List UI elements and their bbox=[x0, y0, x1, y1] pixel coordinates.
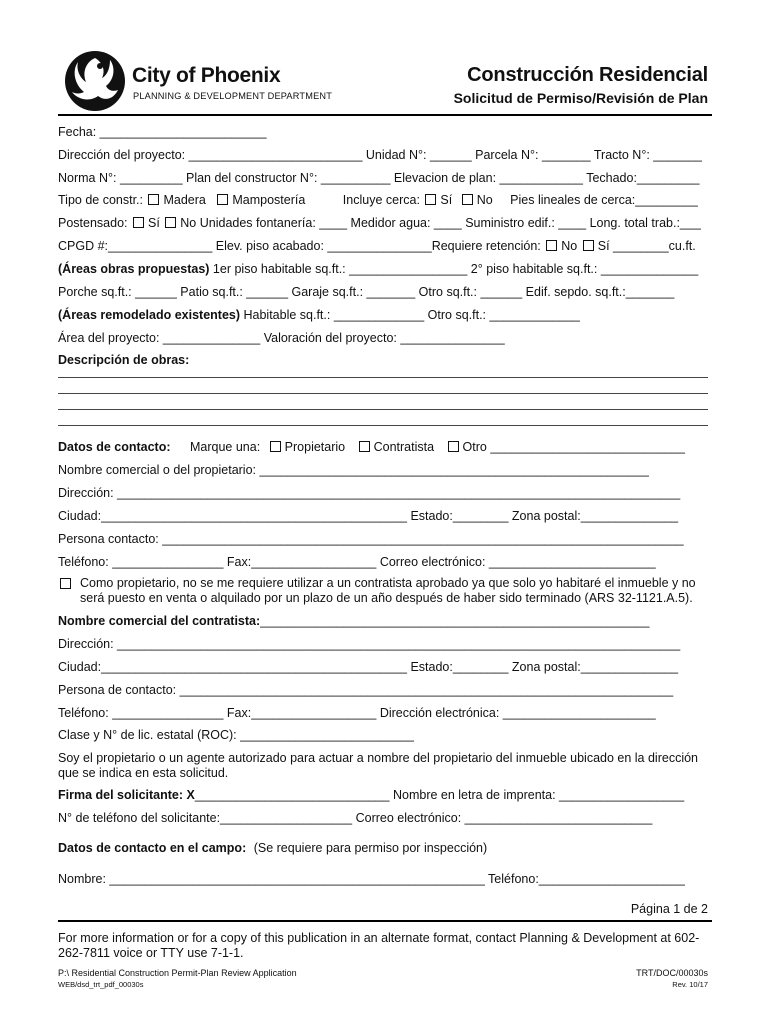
signature-label: Firma del solicitante: X bbox=[58, 788, 195, 802]
post-tension-yes-checkbox[interactable] bbox=[133, 217, 144, 228]
contact-address-field[interactable]: Dirección: _________________________________________________________________________________ bbox=[58, 486, 681, 500]
wood-label: Madera bbox=[163, 193, 206, 207]
field-contact-label: Datos de contacto en el campo: bbox=[58, 841, 247, 855]
remodel-areas-label: (Áreas remodelado existentes) bbox=[58, 308, 241, 322]
fence-length-field[interactable]: Pies lineales de cerca:_________ bbox=[510, 193, 698, 207]
contractor-city-state-zip-row[interactable]: Ciudad:____________________________________________ Estado:________ Zona postal:______________ bbox=[58, 660, 679, 674]
fence-no-checkbox[interactable] bbox=[462, 194, 473, 205]
plumbing-water-row[interactable]: No Unidades fontanería: ____ Medidor agua: ____ Suministro edif.: ____ Long. total trab.:___ bbox=[180, 216, 701, 230]
porch-patio-row[interactable]: Porche sq.ft.: ______ Patio sq.ft.: ______ Garaje sq.ft.: _______ Otro sq.ft.: ______ Edif. sepdo. sq.ft.:_______ bbox=[58, 285, 675, 299]
construction-type-row bbox=[58, 193, 708, 207]
owner-business-name-field[interactable]: Nombre comercial o del propietario: ________________________________________________________ bbox=[58, 463, 649, 477]
fence-yes-checkbox[interactable] bbox=[425, 194, 436, 205]
footer-divider bbox=[58, 920, 712, 922]
applicant-phone-email-row[interactable]: N° de teléfono del solicitante:___________________ Correo electrónico: ___________________________ bbox=[58, 811, 653, 825]
post-tension-label: Postensado: bbox=[58, 216, 128, 230]
field-contact-heading-row bbox=[58, 841, 708, 855]
contact-city-state-zip-row[interactable]: Ciudad:____________________________________________ Estado:________ Zona postal:______________ bbox=[58, 509, 679, 523]
cpgd-row bbox=[58, 239, 708, 253]
post-tension-row bbox=[58, 216, 708, 230]
owner-builder-statement bbox=[58, 576, 708, 606]
post-tension-no-checkbox[interactable] bbox=[165, 217, 176, 228]
construction-type-label: Tipo de constr.: bbox=[58, 193, 143, 207]
owner-label: Propietario bbox=[284, 440, 346, 454]
retention-no-checkbox[interactable] bbox=[546, 240, 557, 251]
contractor-business-label: Nombre comercial del contratista: bbox=[58, 614, 261, 628]
remodel-area-fields[interactable]: Habitable sq.ft.: _____________ Otro sq.ft.: _____________ bbox=[243, 308, 580, 322]
other-checkbox[interactable] bbox=[448, 441, 459, 452]
footer-doc-code: TRT/DOC/00030s bbox=[636, 968, 708, 978]
contact-data-label: Datos de contacto: bbox=[58, 440, 171, 454]
footer-web-id: WEB/dsd_trt_pdf_00030s bbox=[58, 980, 144, 989]
fence-yes-label: Sí bbox=[440, 193, 453, 207]
norm-plan-row[interactable]: Norma N°: _________ Plan del constructor N°: __________ Elevacion de plan: ____________ Techado:_________ bbox=[58, 171, 700, 185]
floor-area-fields[interactable]: 1er piso habitable sq.ft.: _________________ 2° piso habitable sq.ft.: ______________ bbox=[212, 262, 699, 276]
signature-row bbox=[58, 788, 708, 802]
other-field[interactable]: Otro ____________________________ bbox=[462, 440, 685, 454]
date-field[interactable]: Fecha: ________________________ bbox=[58, 125, 267, 139]
owner-builder-checkbox[interactable] bbox=[60, 578, 71, 589]
footer-info: For more information or for a copy of this publication in an alternate format, contact Planning & Development at 602-262-7811 voice or TTY use 7-1-1. bbox=[58, 931, 700, 960]
masonry-checkbox[interactable] bbox=[217, 194, 228, 205]
contractor-checkbox[interactable] bbox=[359, 441, 370, 452]
retention-no-label: No bbox=[561, 239, 578, 253]
signature-printed-name-fields[interactable]: ____________________________ Nombre en letra de imprenta: __________________ bbox=[194, 788, 685, 802]
contact-phone-fax-email-row[interactable]: Teléfono: ________________ Fax:__________________ Correo electrónico: ________________________ bbox=[58, 555, 656, 569]
contractor-contact-person-field[interactable]: Persona de contacto: _______________________________________________________________________ bbox=[58, 683, 674, 697]
license-roc-field[interactable]: Clase y N° de lic. estatal (ROC): _________________________ bbox=[58, 728, 414, 742]
authorization-statement: Soy el propietario o un agente autorizado para actuar a nombre del propietario del inmueble ubicado en la dirección que se indica en esta solicitud. bbox=[58, 751, 698, 780]
contractor-business-field[interactable]: ________________________________________________________ bbox=[260, 614, 650, 628]
project-address-row[interactable]: Dirección del proyecto: _________________________ Unidad N°: ______ Parcela N°: _______ Tracto N°: _______ bbox=[58, 148, 702, 162]
contact-person-field[interactable]: Persona contacto: ___________________________________________________________________________ bbox=[58, 532, 684, 546]
contractor-phone-fax-email-row[interactable]: Teléfono: ________________ Fax:__________________ Dirección electrónica: ______________________ bbox=[58, 706, 656, 720]
header-divider bbox=[58, 114, 712, 116]
field-contact-note: (Se requiere para permiso por inspección) bbox=[253, 841, 488, 855]
footer-file-path: P:\ Residential Construction Permit-Plan Review Application bbox=[58, 968, 297, 978]
fence-no-label: No bbox=[476, 193, 493, 207]
retention-yes-checkbox[interactable] bbox=[583, 240, 594, 251]
post-tension-yes-label: Sí bbox=[147, 216, 160, 230]
retention-volume-field[interactable]: Sí ________cu.ft. bbox=[597, 239, 696, 253]
phoenix-bird-logo bbox=[62, 48, 128, 114]
org-name: City of Phoenix bbox=[132, 64, 281, 87]
contractor-address-field[interactable]: Dirección: _________________________________________________________________________________ bbox=[58, 637, 681, 651]
wood-checkbox[interactable] bbox=[148, 194, 159, 205]
contact-type-row bbox=[58, 440, 708, 454]
work-description-label: Descripción de obras: bbox=[58, 353, 190, 367]
page-number: Página 1 de 2 bbox=[630, 902, 708, 916]
mark-one-label: Marque una: bbox=[190, 440, 261, 454]
field-contact-name-phone-row[interactable]: Nombre: ______________________________________________________ Teléfono:_____________________ bbox=[58, 872, 685, 886]
proposed-areas-label: (Áreas obras propuestas) bbox=[58, 262, 210, 276]
document-title: Construcción Residencial bbox=[467, 64, 708, 86]
owner-checkbox[interactable] bbox=[270, 441, 281, 452]
org-department: PLANNING & DEVELOPMENT DEPARTMENT bbox=[133, 91, 333, 101]
footer-revision: Rev. 10/17 bbox=[672, 980, 708, 989]
proposed-areas-row bbox=[58, 262, 708, 276]
contractor-business-row bbox=[58, 614, 708, 628]
cpgd-elevation-fields[interactable]: CPGD #:_______________ Elev. piso acabado: _______________Requiere retención: bbox=[58, 239, 541, 253]
masonry-label: Mampostería bbox=[232, 193, 306, 207]
document-subtitle: Solicitud de Permiso/Revisión de Plan bbox=[453, 90, 708, 106]
remodel-areas-row bbox=[58, 308, 708, 322]
contractor-label: Contratista bbox=[373, 440, 435, 454]
owner-builder-text: Como propietario, no se me requiere utilizar a un contratista aprobado ya que solo yo habitaré el inmueble y no será puesto en venta o alquilado por un plazo de un año después de haber sido terminado (ARS 32-1121.A.5). bbox=[80, 576, 696, 605]
work-description-lines[interactable] bbox=[58, 362, 708, 426]
project-area-valuation-row[interactable]: Área del proyecto: ______________ Valoración del proyecto: _______________ bbox=[58, 331, 505, 345]
fence-label: Incluye cerca: bbox=[342, 193, 420, 207]
